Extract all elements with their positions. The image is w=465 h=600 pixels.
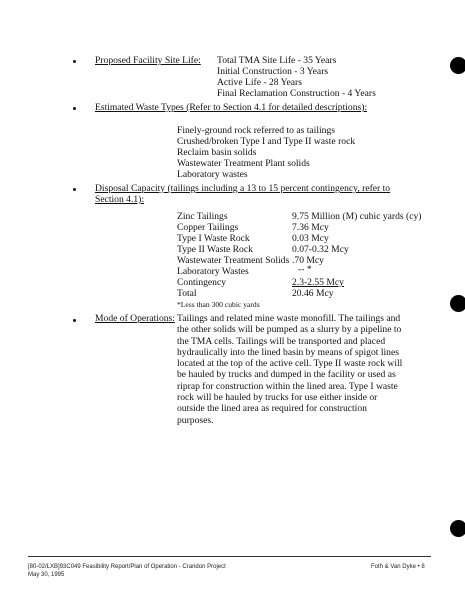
operations-paragraph: Tailings and related mine waste monofill. The tailings and the other solids will be pumped as a slurry by a pipeline to the TMA cells. Tailings will be transported and placed hydraulically into the lined basin by means of spigot lines located at the top of the active cell. Type II waste rock will be hauled by trucks and dumped in the facility or used as riprap for construction within the lined area. Type I waste rock will be hauled by trucks for use either inside or outside the lined area as required for construction purposes. [177, 313, 403, 426]
capacity-value: 0.03 Mcy [292, 233, 329, 244]
footer-rule [28, 556, 431, 557]
capacity-value: 2.3-2.55 Mcy [292, 277, 344, 288]
capacity-label: Contingency [177, 277, 227, 288]
capacity-value: 9.75 Million (M) cubic yards (cy) [292, 211, 422, 222]
footer-page-number: Foth & Van Dyke • 8 [371, 564, 425, 570]
capacity-footnote: *Less than 300 cubic yards [177, 300, 260, 309]
capacity-label: Type I Waste Rock [177, 233, 250, 244]
bullet [73, 188, 76, 191]
capacity-label: Laboratory Wastes [177, 266, 249, 277]
section-heading-waste-types: Estimated Waste Types (Refer to Section 4.1 for detailed descriptions): [95, 102, 368, 113]
section-heading-site-life: Proposed Facility Site Life: [95, 55, 201, 66]
binder-hole-top [450, 57, 465, 74]
capacity-label: Wastewater Treatment Solids [177, 255, 290, 266]
site-life-item: Total TMA Site Life - 35 Years [217, 55, 337, 66]
bullet [73, 107, 76, 110]
waste-type-item: Laboratory wastes [177, 169, 248, 180]
site-life-item: Active Life - 28 Years [217, 77, 302, 88]
capacity-value: 7.36 Mcy [292, 222, 329, 233]
waste-type-item: Finely-ground rock referred to as tailings [177, 125, 335, 136]
site-life-item: Final Reclamation Construction - 4 Years [217, 88, 376, 99]
waste-type-item: Wastewater Treatment Plant solids [177, 158, 310, 169]
footer-reference: [80-02/LXB]93C049 Feasibility Report/Plan of Operation - Crandon Project [28, 564, 226, 570]
section-heading-capacity-cont: Section 4.1): [95, 194, 145, 205]
capacity-label: Copper Tailings [177, 222, 239, 233]
waste-type-item: Reclaim basin solids [177, 147, 257, 158]
site-life-item: Initial Construction - 3 Years [217, 66, 329, 77]
capacity-label: Total [177, 288, 197, 299]
capacity-value: -- * [298, 264, 312, 275]
footer-date: May 30, 1995 [28, 572, 65, 578]
capacity-value: 0.07-0.32 Mcy [292, 244, 349, 255]
bullet [73, 60, 76, 63]
binder-hole-middle [450, 295, 465, 312]
section-heading-operations: Mode of Operations: [95, 313, 175, 324]
section-heading-capacity: Disposal Capacity (tailings including a 13 to 15 percent contingency, refer to [95, 183, 391, 194]
capacity-label: Zinc Tailings [177, 211, 228, 222]
binder-hole-bottom [450, 520, 465, 537]
capacity-value: .70 Mcy [292, 255, 324, 266]
bullet [73, 319, 76, 322]
capacity-label: Type II Waste Rock [177, 244, 253, 255]
capacity-value: 20.46 Mcy [292, 288, 334, 299]
waste-type-item: Crushed/broken Type I and Type II waste rock [177, 136, 356, 147]
